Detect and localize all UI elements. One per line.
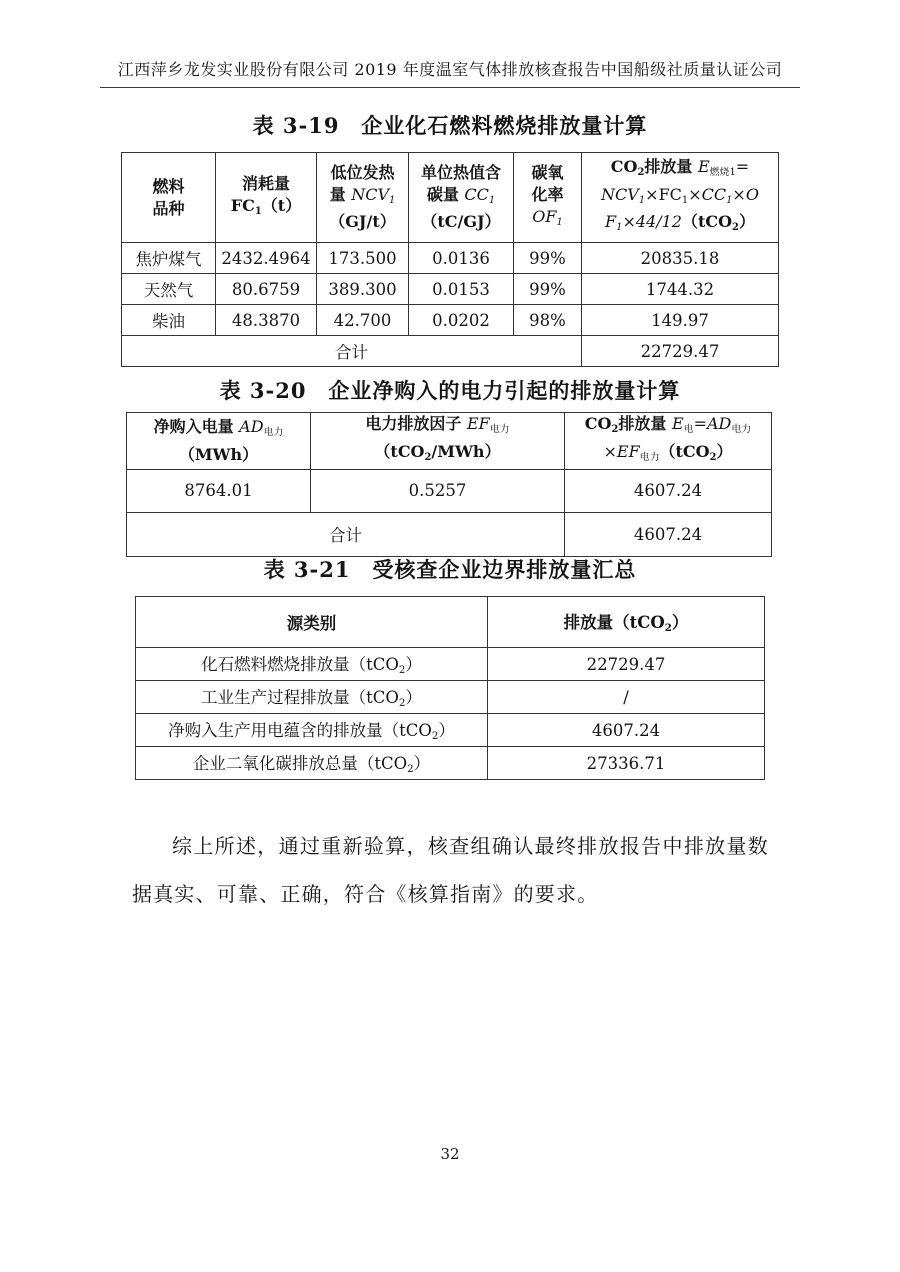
total-row bbox=[122, 336, 779, 367]
column-header-emission-amount: 排放量（tCO2） bbox=[488, 597, 765, 648]
table-cell: 0.5257 bbox=[311, 469, 565, 512]
column-header-emission-factor: 电力排放因子 EF电力 （tCO2/MWh） bbox=[311, 413, 565, 470]
table-cell: 柴油 bbox=[122, 305, 216, 336]
table-3-20-title: 表 3-20 企业净购入的电力引起的排放量计算 bbox=[219, 378, 681, 403]
table-cell: 1744.32 bbox=[582, 274, 779, 305]
total-label-cell: 合计 bbox=[122, 336, 582, 367]
column-header-consumption: 消耗量 FC1（t） bbox=[216, 153, 317, 243]
table-cell: 4607.24 bbox=[565, 469, 772, 512]
table-header-row bbox=[136, 597, 765, 648]
source-category-cell: 净购入生产用电蕴含的排放量（tCO2） bbox=[136, 714, 488, 747]
column-header-oxidation-rate: 碳氧 化率 OF1 bbox=[514, 153, 582, 243]
column-header-co2-emission-formula: CO2排放量 E电=AD电力 ×EF电力（tCO2） bbox=[565, 413, 772, 470]
column-header-fuel-type: 燃料 品种 bbox=[122, 153, 216, 243]
column-header-source-category: 源类别 bbox=[136, 597, 488, 648]
table-row bbox=[136, 648, 765, 681]
closing-paragraph: 综上所述，通过重新验算，核查组确认最终排放报告中排放量数据真实、可靠、正确，符合《核算指南》的要求。 bbox=[132, 834, 769, 906]
table-cell: 焦炉煤气 bbox=[122, 243, 216, 274]
emission-value-cell: 4607.24 bbox=[488, 714, 765, 747]
emission-value-cell: 27336.71 bbox=[488, 747, 765, 780]
page-number: 32 bbox=[440, 1145, 460, 1163]
table-cell: 98% bbox=[514, 305, 582, 336]
emission-value-cell: 22729.47 bbox=[488, 648, 765, 681]
page-header bbox=[100, 58, 800, 88]
source-category-cell: 工业生产过程排放量（tCO2） bbox=[136, 681, 488, 714]
table-cell: 0.0136 bbox=[409, 243, 514, 274]
table-row bbox=[122, 243, 779, 274]
emission-value-cell: / bbox=[488, 681, 765, 714]
table-3-21-boundary-emissions-summary bbox=[135, 596, 765, 780]
table-cell: 天然气 bbox=[122, 274, 216, 305]
table-row bbox=[127, 469, 772, 512]
total-value-cell: 22729.47 bbox=[582, 336, 779, 367]
table-3-21-title: 表 3-21 受核查企业边界排放量汇总 bbox=[263, 557, 637, 582]
table-cell: 0.0153 bbox=[409, 274, 514, 305]
table-cell: 0.0202 bbox=[409, 305, 514, 336]
column-header-co2-emission-formula: CO2排放量 E燃烧1= NCV1×FC1×CC1×O F1×44/12（tCO2） bbox=[582, 153, 779, 243]
total-label-cell: 合计 bbox=[127, 512, 565, 556]
table-cell: 48.3870 bbox=[216, 305, 317, 336]
table-cell: 173.500 bbox=[317, 243, 409, 274]
table-row bbox=[122, 305, 779, 336]
table-3-19-title: 表 3-19 企业化石燃料燃烧排放量计算 bbox=[252, 113, 648, 138]
table-cell: 99% bbox=[514, 243, 582, 274]
total-value-cell: 4607.24 bbox=[565, 512, 772, 556]
table-cell: 80.6759 bbox=[216, 274, 317, 305]
table-cell: 389.300 bbox=[317, 274, 409, 305]
total-row bbox=[127, 512, 772, 556]
column-header-net-purchased-electricity: 净购入电量 AD电力 （MWh） bbox=[127, 413, 311, 470]
table-3-19-fossil-fuel-emissions bbox=[121, 152, 779, 367]
table-cell: 8764.01 bbox=[127, 469, 311, 512]
table-cell: 20835.18 bbox=[582, 243, 779, 274]
table-row bbox=[136, 714, 765, 747]
column-header-carbon-content: 单位热值含 碳量 CC1 （tC/GJ） bbox=[409, 153, 514, 243]
table-cell: 42.700 bbox=[317, 305, 409, 336]
table-cell: 99% bbox=[514, 274, 582, 305]
table-header-row bbox=[122, 153, 779, 243]
table-header-row bbox=[127, 413, 772, 470]
source-category-cell: 企业二氧化碳排放总量（tCO2） bbox=[136, 747, 488, 780]
page-header-text: 江西萍乡龙发实业股份有限公司 2019 年度温室气体排放核查报告中国船级社质量认证公司 bbox=[117, 60, 783, 79]
table-cell: 149.97 bbox=[582, 305, 779, 336]
column-header-ncv: 低位发热 量 NCV1 （GJ/t） bbox=[317, 153, 409, 243]
table-row bbox=[136, 747, 765, 780]
table-row bbox=[122, 274, 779, 305]
table-cell: 2432.4964 bbox=[216, 243, 317, 274]
table-row bbox=[136, 681, 765, 714]
source-category-cell: 化石燃料燃烧排放量（tCO2） bbox=[136, 648, 488, 681]
table-3-20-purchased-electricity-emissions bbox=[126, 412, 772, 557]
